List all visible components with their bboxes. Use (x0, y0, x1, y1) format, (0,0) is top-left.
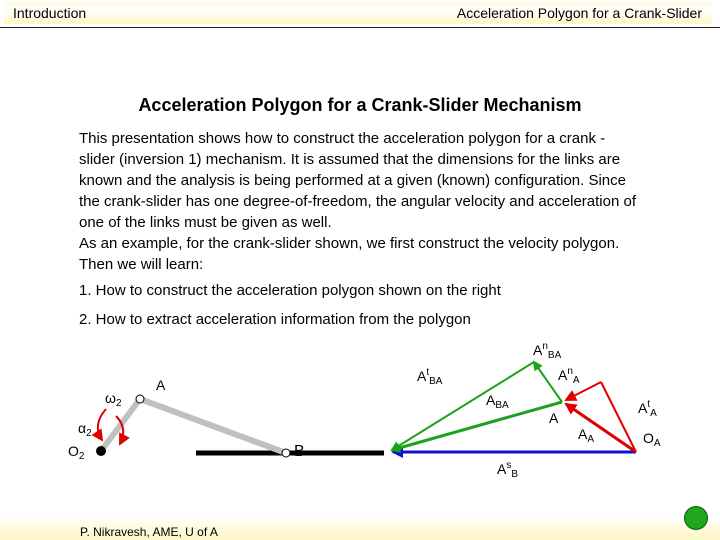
at-a-label: $A^t_A$ (638, 399, 657, 419)
omega-2-label: $\omega_2$ (105, 390, 122, 409)
point-b-label: B (294, 443, 305, 460)
alpha-arc-left (98, 409, 106, 440)
an-a-label: $A^n_A$ (558, 366, 580, 386)
a-ba-label: $A_{BA}$ (486, 392, 509, 411)
at-ba-label: $A^t_{BA}$ (417, 367, 443, 387)
header-title: Acceleration Polygon for a Crank-Slider (456, 5, 702, 21)
next-slide-button[interactable] (684, 506, 708, 530)
intro-paragraph: This presentation shows how to construct the acceleration polygon for a crank -slider (inversion 1) mechanism. It is assumed that the dimensions for the links are known and the analysis is being performed at a given (known) configuration. Since the crank-slider has one degree-of-freedom, the angular velocity and acceleration of one of the links must be given as well. (79, 130, 636, 231)
ground-pivot-o2 (96, 446, 106, 456)
step-1: 1. How to construct the acceleration polygon shown on the right (79, 282, 501, 299)
o2-label: $O_2$ (68, 443, 85, 462)
relative-acceleration-vector (392, 402, 562, 450)
footer-credit: P. Nikravesh, AME, U of A (80, 525, 218, 539)
absolute-a-vector (566, 404, 636, 452)
alpha-2-label: $\alpha_2$ (78, 420, 92, 439)
as-b-label: $A^s_B$ (497, 460, 519, 480)
an-ba-label: $A^n_{BA}$ (533, 341, 562, 361)
point-a-polygon-label: A (549, 410, 559, 426)
step-2: 2. How to extract acceleration information from the polygon (79, 311, 471, 328)
o-a-label: $O_A$ (643, 430, 661, 449)
tangential-ba-vector (392, 362, 534, 450)
example-paragraph: As an example, for the crank-slider shown, we first construct the velocity polygon. Then we will learn: (79, 235, 620, 273)
point-a-label: A (156, 377, 166, 393)
section-label: Introduction (13, 5, 87, 21)
a-a-label: $A_A$ (578, 426, 595, 445)
pin-a (136, 395, 144, 403)
slide-title: Acceleration Polygon for a Crank-Slider Mechanism (138, 95, 582, 115)
pin-b (282, 449, 290, 457)
coupler-link (140, 399, 286, 453)
